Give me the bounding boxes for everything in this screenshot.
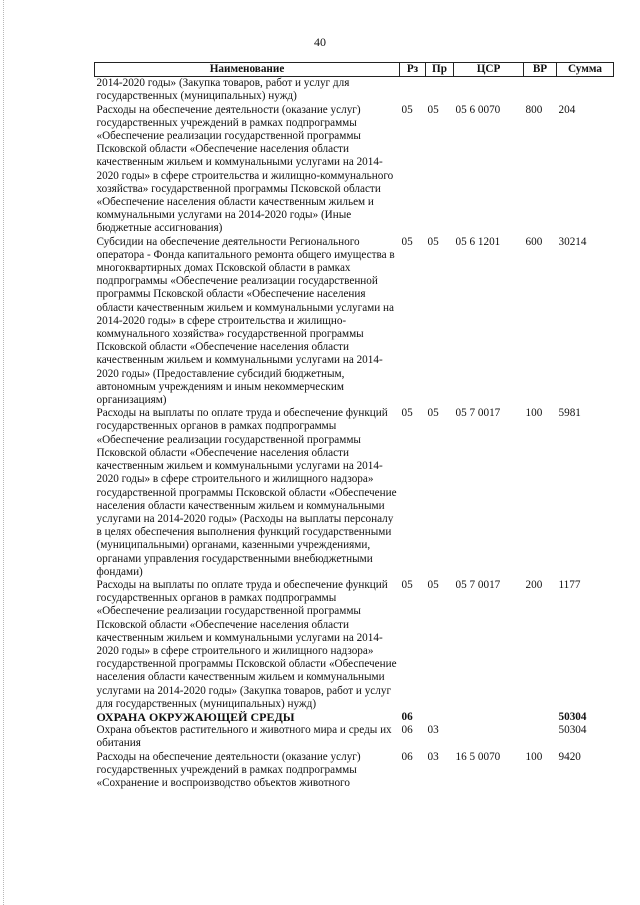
row-name: Расходы на выплаты по оплате труда и обеспечение функций государственных органов в рамках подпрограммы «Обеспечение реализации государственной программы Псковской области «Обеспечение населения области качественным жильем и коммунальными услугами на 2014-2020 годы» в сфере строительного и жилищного надзора» государственной программы Псковской области «Обеспечение населения области качественным жильем и коммунальными услугами на 2014-2020 годы» (Расходы на выплаты персоналу в целях обеспечения выполнения функций государственными (муниципальными) органами, казенными учреждениями, органами управления государственными внебюджетными фондами) xyxy=(96,407,397,578)
row-csr xyxy=(454,77,524,104)
row-pr: 05 xyxy=(427,235,439,248)
row-sum: 50304 xyxy=(558,724,587,737)
row-vr: 100 xyxy=(525,750,543,763)
row-sum: 1177 xyxy=(558,578,581,591)
row-name: Охрана объектов растительного и животного мира и среды их обитания xyxy=(96,724,392,750)
row-pr: 03 xyxy=(427,724,439,737)
budget-table xyxy=(94,62,614,790)
row-csr: 05 7 0017 xyxy=(455,578,501,591)
table-row xyxy=(95,407,614,579)
header-rz: Рз xyxy=(400,63,426,77)
row-pr xyxy=(426,77,454,104)
row-pr: 05 xyxy=(427,578,439,591)
row-csr: 05 6 1201 xyxy=(455,235,501,248)
header-sum: Сумма xyxy=(557,63,614,77)
header-vr: ВР xyxy=(524,63,557,77)
row-pr: 05 xyxy=(427,103,439,116)
row-pr: 03 xyxy=(427,750,439,763)
row-name: Расходы на обеспечение деятельности (оказание услуг) государственных учреждений в рамках подпрограммы «Сохранение и воспроизводство объектов животного xyxy=(96,750,361,789)
row-csr: 05 6 0070 xyxy=(455,103,501,116)
row-vr xyxy=(524,77,557,104)
table-header-row xyxy=(95,63,614,77)
row-vr: 200 xyxy=(525,578,543,591)
row-name: ОХРАНА ОКРУЖАЮЩЕЙ СРЕДЫ xyxy=(96,709,295,724)
row-vr: 600 xyxy=(525,235,543,248)
row-sum: 5981 xyxy=(558,407,581,420)
header-name: Наименование xyxy=(95,63,400,77)
row-vr: 800 xyxy=(525,103,543,116)
row-pr: 05 xyxy=(427,407,439,420)
row-rz: 05 xyxy=(401,235,413,248)
row-rz xyxy=(400,77,426,104)
table-row xyxy=(95,724,614,750)
row-name: Расходы на обеспечение деятельности (оказание услуг) государственных учреждений в рамках подпрограммы «Обеспечение реализации государственной программы Псковской области «Обеспечение населения области качественным жильем и коммунальными услугами на 2014-2020 годы» в сфере строительства и жилищно-коммунального хозяйства» государственной программы Псковской области «Обеспечение населения области качественным жильем и коммунальными услугами на 2014-2020 годы» (Иные бюджетные ассигнования) xyxy=(96,103,394,235)
row-name: Субсидии на обеспечение деятельности Регионального оператора - Фонда капитального ремонта общего имущества в многоквартирных домах Псковской области в рамках подпрограммы «Обеспечение реализации государственной программы Псковской области «Обеспечение населения области качественным жильем и коммунальными услугами на 2014-2020 годы» в сфере строительства и жилищно-коммунального хозяйства» государственной программы Псковской области «Обеспечение населения области качественным жильем и коммунальными услугами на 2014-2020 годы» (Предоставление субсидий бюджетным, автономным учреждениям и иным некоммерческим организациям) xyxy=(96,235,395,407)
table-row xyxy=(95,104,614,236)
row-sum: 204 xyxy=(558,103,576,116)
row-vr: 100 xyxy=(525,407,543,420)
table-row xyxy=(95,77,614,104)
row-name: 2014-2020 годы» (Закупка товаров, работ и услуг для государственных (муниципальных) нужд) xyxy=(96,77,350,103)
header-pr: Пр xyxy=(426,63,454,77)
row-pr xyxy=(426,711,454,724)
row-rz: 05 xyxy=(401,103,413,116)
row-sum xyxy=(557,77,614,104)
header-csr: ЦСР xyxy=(454,63,524,77)
row-vr xyxy=(524,724,557,750)
table-row xyxy=(95,236,614,408)
row-csr xyxy=(454,711,524,724)
row-rz: 05 xyxy=(401,407,413,420)
page-number: 40 xyxy=(314,35,326,49)
row-rz: 06 xyxy=(401,710,413,723)
row-csr: 16 5 0070 xyxy=(455,750,501,763)
row-rz: 06 xyxy=(401,750,413,763)
row-sum: 9420 xyxy=(558,750,581,763)
row-rz: 05 xyxy=(401,578,413,591)
row-csr xyxy=(454,724,524,750)
scan-edge-line xyxy=(3,0,4,905)
row-csr: 05 7 0017 xyxy=(455,407,501,420)
section-heading-row xyxy=(95,711,614,724)
row-sum: 50304 xyxy=(558,710,587,723)
table-row xyxy=(95,751,614,791)
row-vr xyxy=(524,711,557,724)
row-rz: 06 xyxy=(401,724,413,737)
row-sum: 30214 xyxy=(558,235,587,248)
table-row xyxy=(95,579,614,711)
row-name: Расходы на выплаты по оплате труда и обеспечение функций государственных органов в рамках подпрограммы «Обеспечение реализации государственной программы Псковской области «Обеспечение населения области качественным жильем и коммунальными услугами на 2014-2020 годы» в сфере строительного и жилищного надзора» государственной программы Псковской области «Обеспечение населения области качественным жильем и коммунальными услугами на 2014-2020 годы» (Закупка товаров, работ и услуг для государственных (муниципальных) нужд) xyxy=(96,578,397,710)
